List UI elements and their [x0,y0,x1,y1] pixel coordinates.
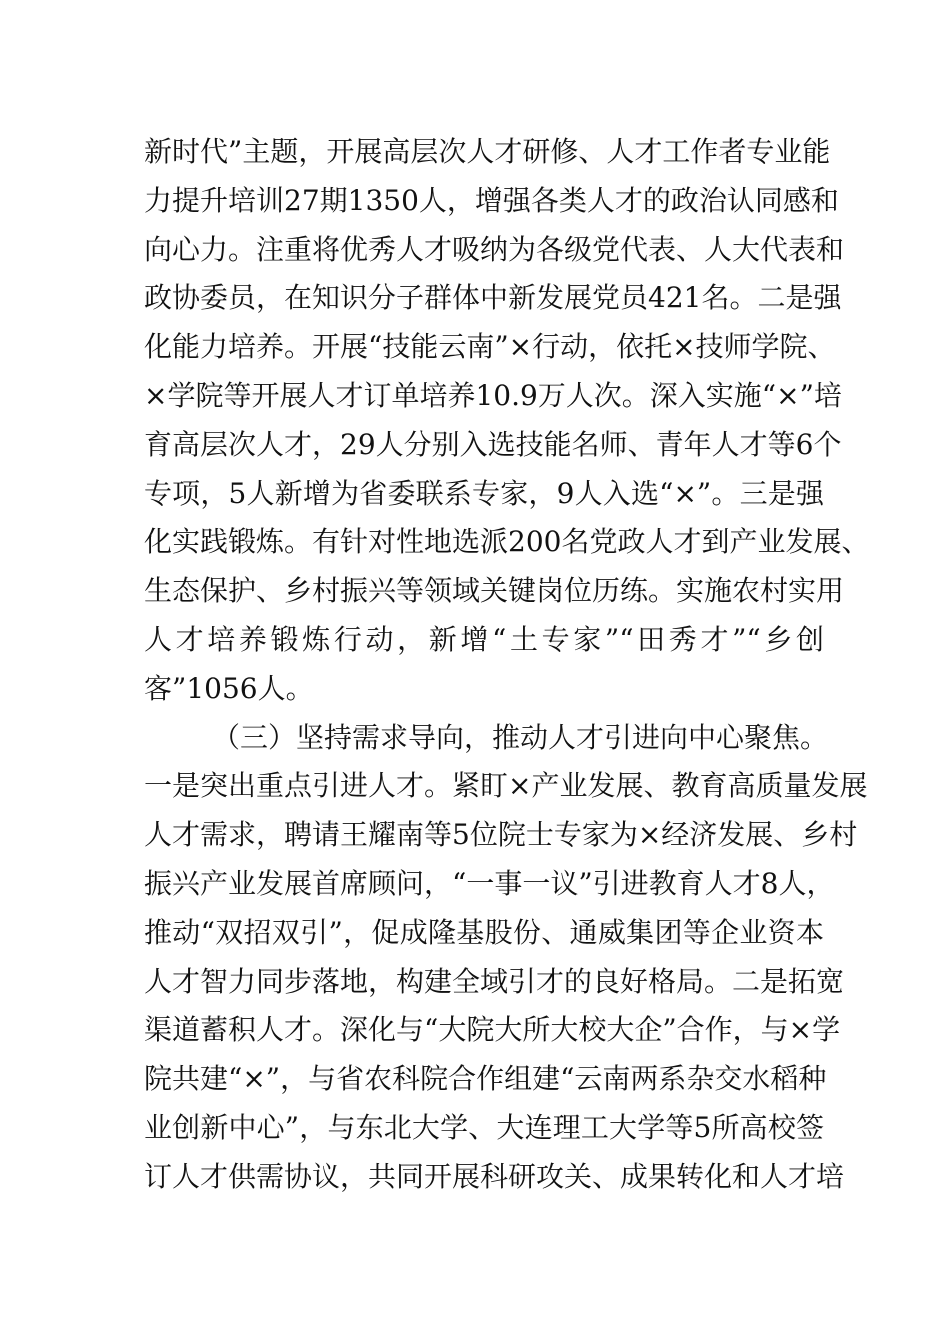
text-line: 向心力。注重将优秀人才吸纳为各级党代表、人大代表和 [144,232,845,266]
text-line: 人才需求，聘请王耀南等5位院士专家为×经济发展、乡村 [144,818,858,852]
text-line: 推动“双招双引”，促成隆基股份、通威集团等企业资本 [144,915,824,949]
text-line: 育高层次人才，29人分别入选技能名师、青年人才等6个 [144,427,842,461]
text-line: 生态保护、乡村振兴等领域关键岗位历练。实施农村实用 [144,574,845,608]
text-line: 订人才供需协议，共同开展科研攻关、成果转化和人才培 [144,1159,845,1193]
text-line: 化实践锻炼。有针对性地选派200名党政人才到产业发展、 [144,525,870,559]
document-body [144,128,870,1202]
text-line: 人才培养锻炼行动，新增“土专家”“田秀才”“乡创 [144,622,824,656]
text-line: 一是突出重点引进人才。紧盯×产业发展、教育高质量发展 [144,769,868,803]
text-line: ×学院等开展人才订单培养10.9万人次。深入实施“×”培 [144,378,842,412]
text-line: 专项，5人新增为省委联系专家，9人入选“×”。三是强 [144,476,824,510]
text-line: 化能力培养。开展“技能云南”×行动，依托×技师学院、 [144,330,836,364]
text-line: 院共建“×”，与省农科院合作组建“云南两系杂交水稻种 [144,1062,827,1096]
text-line: 业创新中心”，与东北大学、大连理工大学等5所高校签 [144,1110,824,1144]
paragraph [144,714,868,1202]
text-line: 力提升培训27期1350人，增强各类人才的政治认同感和 [144,183,839,217]
section-heading: （三）坚持需求导向，推动人才引进向中心聚焦。 [212,720,829,754]
text-line: 振兴产业发展首席顾问，“一事一议”引进教育人才8人， [144,866,835,900]
text-line: 人才智力同步落地，构建全域引才的良好格局。二是拓宽 [144,964,845,998]
paragraph [144,128,870,714]
text-line: 客”1056人。 [144,671,314,705]
text-line: 政协委员，在知识分子群体中新发展党员421名。二是强 [144,281,842,315]
text-line: 新时代”主题，开展高层次人才研修、人才工作者专业能 [144,135,831,168]
text-line: 渠道蓄积人才。深化与“大院大所大校大企”合作，与×学 [144,1013,841,1047]
